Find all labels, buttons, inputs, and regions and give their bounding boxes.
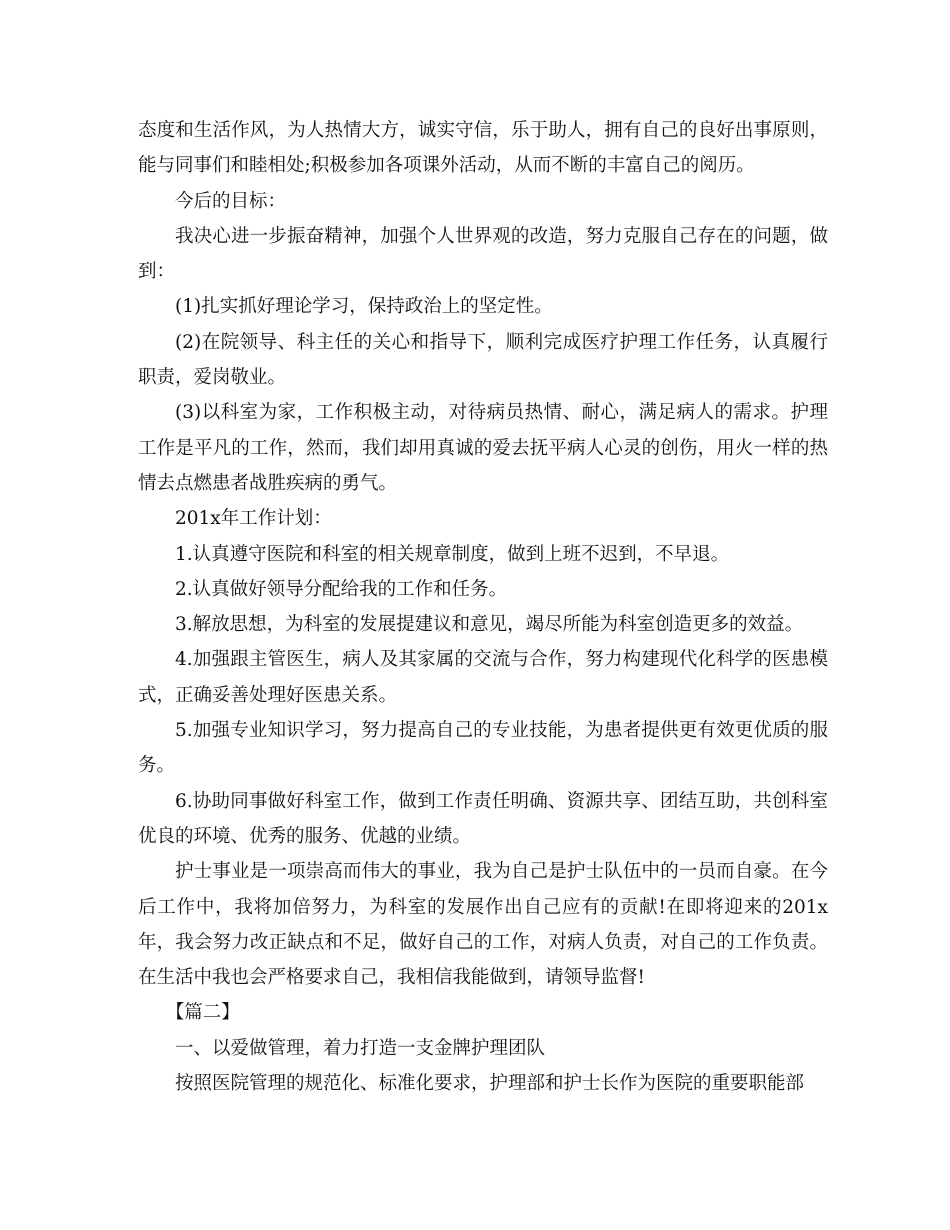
paragraph-part-two-intro: 按照医院管理的规范化、标准化要求，护理部和护士长作为医院的重要职能部: [175, 1073, 805, 1095]
section-heading-part-two: 【篇二】: [165, 1002, 240, 1024]
paragraph-plan-5: 5.加强专业知识学习，努力提高自己的专业技能，为患者提供更有效更优质的服务。: [138, 720, 828, 777]
paragraph-part-two-subheading: 一、以爱做管理，着力打造一支金牌护理团队: [175, 1037, 546, 1059]
paragraph-continued: 态度和生活作风，为人热情大方，诚实守信，乐于助人，拥有自己的良好出事原则，能与同事们和睦相处;积极参加各项课外活动，从而不断的丰富自己的阅历。: [138, 120, 828, 177]
paragraph-goal-2: (2)在院领导、科主任的关心和指导下，顺利完成医疗护理工作任务，认真履行职责，爱岗敬业。: [138, 331, 828, 389]
paragraph-conclusion: 护士事业是一项崇高而伟大的事业，我为自己是护士队伍中的一员而自豪。在今后工作中，我将加倍努力，为科室的发展作出自己应有的贡献!在即将迎来的201x年，我会努力改正缺点和不足，做好自己的工作，对病人负责，对自己的工作负责。在生活中我也会严格要求自己，我相信我能做到，请领导监督!: [138, 861, 828, 989]
paragraph-resolve: 我决心进一步振奋精神，加强个人世界观的改造，努力克服自己存在的问题，做到：: [138, 225, 828, 283]
document-body: [138, 113, 828, 1101]
paragraph-future-goals-heading: 今后的目标：: [175, 190, 287, 212]
paragraph-plan-6: 6.协助同事做好科室工作，做到工作责任明确、资源共享、团结互助，共创科室优良的环境、优秀的服务、优越的业绩。: [138, 790, 828, 847]
paragraph-work-plan-heading: 201x年工作计划：: [175, 508, 332, 530]
paragraph-plan-3: 3.解放思想，为科室的发展提建议和意见，竭尽所能为科室创造更多的效益。: [175, 614, 804, 636]
paragraph-plan-4: 4.加强跟主管医生，病人及其家属的交流与合作，努力构建现代化科学的医患模式，正确妥善处理好医患关系。: [138, 649, 828, 706]
paragraph-goal-1: (1)扎实抓好理论学习，保持政治上的坚定性。: [175, 296, 553, 318]
paragraph-goal-3: (3)以科室为家，工作积极主动，对待病员热情、耐心，满足病人的需求。护理工作是平凡的工作，然而，我们却用真诚的爱去抚平病人心灵的创伤，用火一样的热情去点燃患者战胜疾病的勇气。: [138, 402, 828, 494]
paragraph-plan-2: 2.认真做好领导分配给我的工作和任务。: [175, 578, 508, 600]
paragraph-plan-1: 1.认真遵守医院和科室的相关规章制度，做到上班不迟到，不早退。: [175, 543, 730, 565]
